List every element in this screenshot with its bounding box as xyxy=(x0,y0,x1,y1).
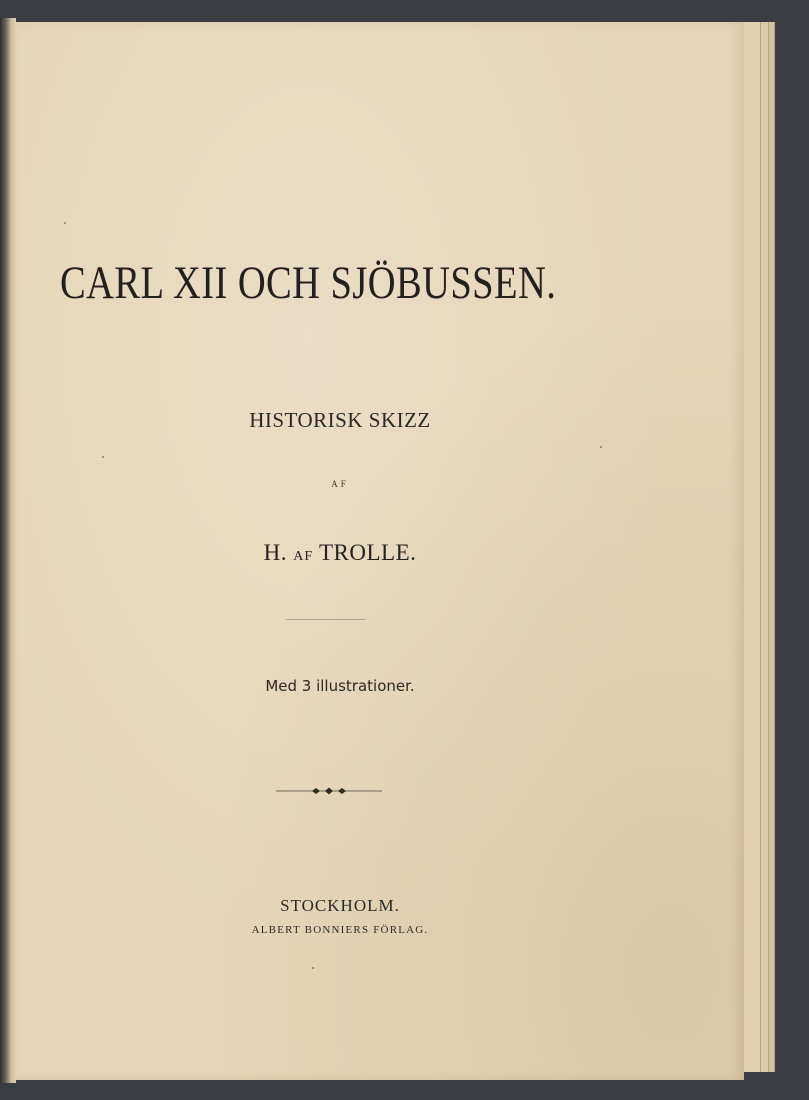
paper-speck xyxy=(64,222,66,224)
paper-speck xyxy=(102,456,104,458)
author-particle: AF xyxy=(293,549,314,564)
publication-place: STOCKHOLM. xyxy=(280,896,400,915)
paper-speck xyxy=(312,967,314,969)
author-initial: H. xyxy=(263,540,287,565)
title-page xyxy=(16,22,744,1080)
publisher-name: ALBERT BONNIERS FÖRLAG. xyxy=(251,924,429,936)
illustrations-note: Med 3 illustrationer. xyxy=(265,677,415,695)
ornament-divider-icon xyxy=(276,784,382,798)
book-title: CARL XII OCH SJÖBUSSEN. xyxy=(60,257,557,309)
divider-rule xyxy=(286,619,366,620)
author-surname: TROLLE. xyxy=(318,540,417,565)
by-line: AF xyxy=(331,479,349,489)
book-subtitle: HISTORISK SKIZZ xyxy=(249,408,431,432)
book-binding-edge xyxy=(0,18,16,1083)
paper-speck xyxy=(600,446,602,448)
author-name xyxy=(16,540,664,566)
